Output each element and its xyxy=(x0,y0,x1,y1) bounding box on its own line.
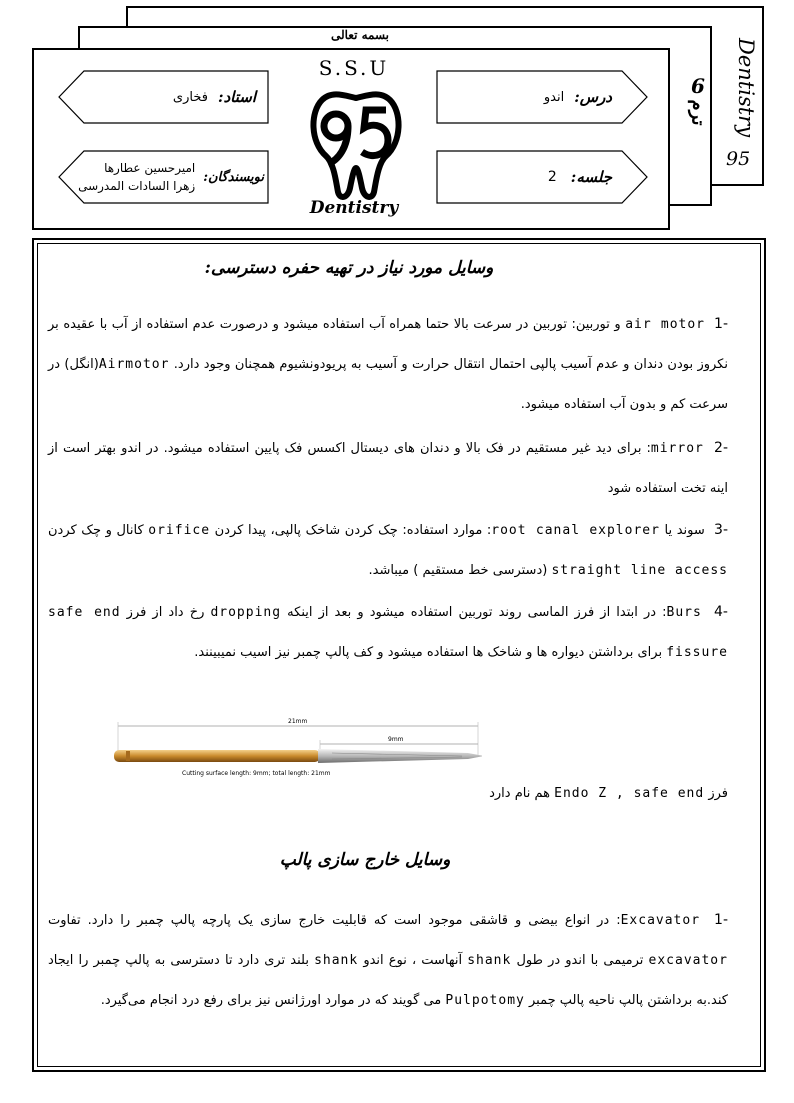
teacher-value: فخاری xyxy=(172,89,208,105)
item-text: رفع درد انجام می‌گیرد. xyxy=(100,993,223,1008)
item-text: : در انواع بیضی و قاشقی موجود است که قابلیت خارج سازی یک پارچه پالپ چمبر را دارد. تفاوت xyxy=(48,913,621,928)
term-indicator xyxy=(678,74,718,126)
teacher-label: استاد: xyxy=(217,88,256,106)
term-root-canal-explorer: root canal explorer xyxy=(491,523,660,538)
item-text: بلند تری دارد تا دسترسی به پالپ xyxy=(125,953,309,968)
bur-illustration xyxy=(112,720,482,780)
content-box xyxy=(32,238,766,1072)
writer-name-2: زهرا السادات المدرسی xyxy=(78,179,196,193)
session-label: جلسه: xyxy=(570,168,612,186)
item-text: رخ داد از فرز xyxy=(126,605,205,620)
term-air-motor: air motor xyxy=(625,317,706,332)
item-text: آنهاست ، نوع اندو xyxy=(363,953,463,968)
item-text: (انگل) در سرعت کم و بدون آب استفاده میشود. xyxy=(48,357,728,412)
teacher-tag xyxy=(58,70,270,124)
item-text: چمبر را ایجاد کند.به برداشتن پالپ ناحیه پالپ چمبر xyxy=(48,953,728,1008)
item-text: ترمیمی با اندو در طول xyxy=(516,953,644,968)
term-shank: shank xyxy=(467,953,512,968)
term-endo-z: Endo Z , safe end xyxy=(554,786,705,801)
term-number: 6 xyxy=(691,74,705,98)
writers-names xyxy=(78,159,195,195)
item-number: -4 xyxy=(714,604,728,620)
tag-arrow-shape xyxy=(436,70,648,124)
item-text: هم نام دارد xyxy=(489,786,550,801)
bur-caption: Cutting surface length: 9mm; total length: 21mm xyxy=(182,770,331,777)
term-dropping: dropping xyxy=(210,605,282,620)
term-straight-line-access: straight line access xyxy=(551,563,728,578)
term-safe-end: safe end xyxy=(48,605,121,620)
item-number: -2 xyxy=(714,440,729,456)
brand-vertical-word: Dentistry xyxy=(734,38,758,138)
item-text: بر نکروز بودن دندان و عدم آسیب پالپی احتمال انتقال حرارت و آسیب به پریودونشیوم همچنان وجود دارد. xyxy=(48,317,728,372)
term-shank-2: shank xyxy=(314,953,359,968)
item-text: از اینه تخت استفاده شود xyxy=(48,441,728,496)
item-number: -3 xyxy=(714,522,728,538)
logo-top-text: S.S.U xyxy=(318,56,390,80)
term-excavator-2: excavator xyxy=(648,953,728,968)
logo-bottom-text: Dentistry xyxy=(309,198,399,218)
tag-arrow-shape xyxy=(436,150,648,204)
writer-name-1: امیرحسین عطارها xyxy=(104,161,196,175)
item-burs xyxy=(48,592,728,673)
item-text: می گویند که در موارد اورژانس نیز برای xyxy=(227,993,442,1008)
item-text: فرز xyxy=(708,786,728,801)
lesson-label: درس: xyxy=(574,88,612,106)
item-mirror xyxy=(48,428,728,509)
term-orifice: orifice xyxy=(148,523,211,538)
item-text: برای برداشتن دیواره ها و شاخک ها استفاده میشود و کف پالپ چمبر نیز اسیب نمیبینند. xyxy=(194,645,663,660)
item-text: سوند یا xyxy=(664,523,705,538)
term-pulpotomy: Pulpotomy xyxy=(445,993,525,1008)
writers-tag xyxy=(58,150,270,204)
term-excavator: Excavator xyxy=(620,913,701,928)
section1-title: وسایل مورد نیاز در تهیه حفره دسترسی: xyxy=(204,258,494,278)
term-mirror: mirror xyxy=(650,441,704,456)
term-fissure: fissure xyxy=(666,645,728,660)
item-text: : در ابتدا از فرز الماسی روند توربین استفاده میشود و بعد از اینکه xyxy=(287,605,667,620)
item-number: -1 xyxy=(714,316,729,332)
item-text: : برای دید غیر مستقیم در فک بالا و دندان های دیستال اکسس فک پایین استفاده میشود. در اندو بهتر است xyxy=(62,441,651,456)
lesson-value: اندو xyxy=(543,89,565,105)
ssu-dentistry-logo xyxy=(300,52,408,224)
item-explorer xyxy=(48,510,728,591)
bur-total-length: 21mm xyxy=(288,718,308,725)
writers-label: نویسندگان: xyxy=(203,169,264,185)
term-airmotor: Airmotor xyxy=(98,357,170,372)
item-text: (دسترسی خط مستقیم ) میباشد. xyxy=(368,563,548,578)
item-text: : موارد استفاده: چک کردن شاخک پالپی، پیدا کردن xyxy=(214,523,492,538)
session-value: 2 xyxy=(547,169,557,185)
term-label: ترم xyxy=(687,99,709,126)
item-text: و توربین: توربین در سرعت بالا حتما همراه آب استفاده میشود و درصورت عدم استفاده از آب با عقیده xyxy=(63,317,621,332)
section2-title: وسایل خارج سازی پالپ xyxy=(279,850,451,870)
session-tag xyxy=(436,150,648,204)
brand-vertical xyxy=(724,20,760,170)
item-text: کانال و چک کردن xyxy=(48,523,144,538)
lesson-tag xyxy=(436,70,648,124)
brand-vertical-year: 95 xyxy=(726,148,751,170)
bur-cut-length: 9mm xyxy=(388,736,404,743)
item-excavator xyxy=(48,900,728,1021)
item-number: -1 xyxy=(714,912,729,928)
item-air-motor xyxy=(48,304,728,425)
endo-z-note xyxy=(489,786,728,801)
term-burs: Burs xyxy=(666,605,702,620)
bismillah-text: بسمه تعالی xyxy=(330,28,390,42)
